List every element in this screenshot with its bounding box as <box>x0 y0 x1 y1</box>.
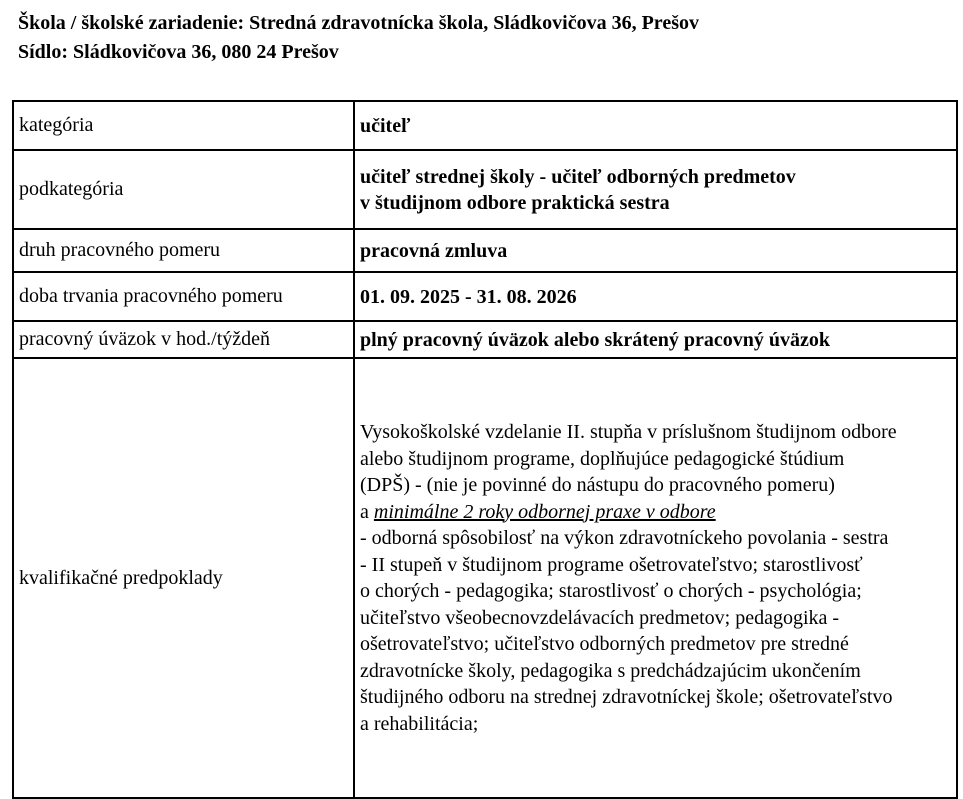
qualification-line: učiteľstvo všeobecnovzdelávacích predmetov; pedagogika - <box>360 606 840 629</box>
row-label-category: kategória <box>13 101 354 150</box>
qualification-line: študijného odboru na strednej zdravotníckej škole; ošetrovateľstvo <box>360 686 893 708</box>
row-label-employment-type: druh pracovného pomeru <box>13 229 354 272</box>
qualification-line-with-emphasis <box>360 499 952 526</box>
row-label-workload: pracovný úväzok v hod./týždeň <box>13 321 354 358</box>
row-label-duration: doba trvania pracovného pomeru <box>13 272 354 321</box>
qualification-line: - II stupeň v študijnom programe ošetrovateľstvo; starostlivosť <box>360 553 863 576</box>
practice-requirement: minimálne 2 roky odbornej praxe v odbore <box>373 500 716 523</box>
row-label-subcategory: podkategória <box>13 150 354 229</box>
table-row <box>13 101 957 150</box>
table-row <box>13 321 957 358</box>
qualification-line: Vysokoškolské vzdelanie II. stupňa v príslušnom študijnom odbore <box>360 421 897 443</box>
table-row <box>13 358 957 798</box>
qualification-line: o chorých - pedagogika; starostlivosť o chorých - psychológia; <box>360 580 862 602</box>
qualification-conjunction: a <box>360 500 374 523</box>
school-line: Škola / školské zariadenie: Stredná zdravotnícka škola, Sládkovičova 36, Prešov <box>18 12 699 34</box>
qualification-line: zdravotnícke školy, pedagogika s predchádzajúcim ukončením <box>360 659 861 682</box>
seat-line: Sídlo: Sládkovičova 36, 080 24 Prešov <box>18 41 339 63</box>
qualification-line: a rehabilitácia; <box>360 712 479 735</box>
qualification-line: (DPŠ) - (nie je povinné do nástupu do pracovného pomeru) <box>360 474 835 496</box>
row-label-qualifications: kvalifikačné predpoklady <box>13 358 354 798</box>
row-value-workload: plný pracovný úväzok alebo skrátený pracovný úväzok <box>354 321 957 358</box>
subcategory-line: učiteľ strednej školy - učiteľ odborných predmetov <box>360 165 796 188</box>
table-row <box>13 150 957 229</box>
qualification-line: alebo študijnom programe, doplňujúce pedagogické štúdium <box>360 447 845 470</box>
qualification-line: ošetrovateľstvo; učiteľstvo odborných predmetov pre stredné <box>360 633 849 655</box>
document-header <box>18 9 699 67</box>
job-details-table <box>12 100 958 799</box>
row-value-category: učiteľ <box>354 101 957 150</box>
row-value-subcategory <box>354 150 957 229</box>
qualification-line: - odborná spôsobilosť na výkon zdravotníckeho povolania - sestra <box>360 527 889 549</box>
row-value-duration: 01. 09. 2025 - 31. 08. 2026 <box>354 272 957 321</box>
subcategory-line: v študijnom odbore praktická sestra <box>360 191 670 214</box>
table-row <box>13 229 957 272</box>
row-value-qualifications <box>354 358 957 798</box>
table-row <box>13 272 957 321</box>
row-value-employment-type: pracovná zmluva <box>354 229 957 272</box>
